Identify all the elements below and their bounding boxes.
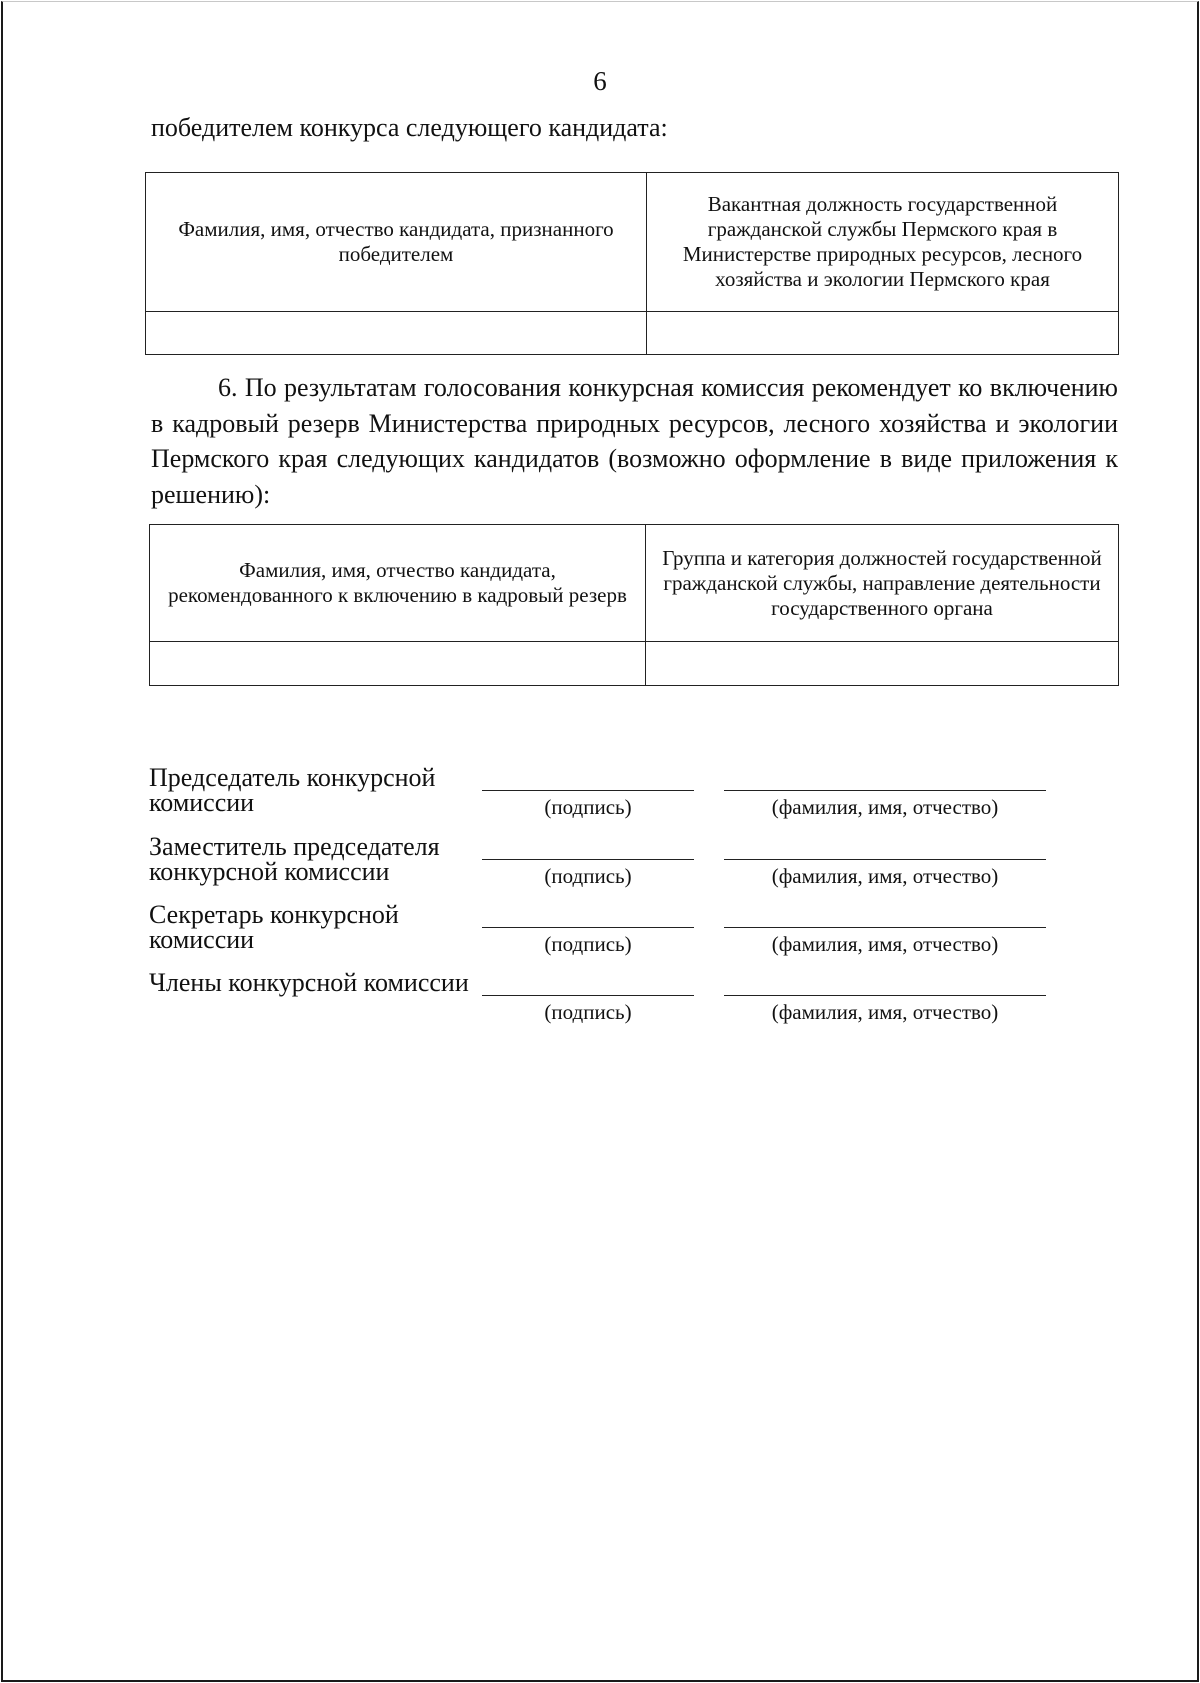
signature-row-members	[149, 970, 1049, 1032]
table-row	[146, 312, 1119, 355]
name-caption: (фамилия, имя, отчество)	[771, 932, 999, 956]
signature-role: Секретарь конкурсной комиссии	[149, 900, 399, 954]
signature-caption: (подпись)	[544, 795, 632, 819]
intro-text: победителем конкурса следующего кандидата:	[151, 113, 668, 142]
signature-role: Члены конкурсной комиссии	[149, 968, 469, 997]
vacant-position-header: Вакантная должность государственной гражданской службы Пермского края в Министерстве природных ресурсов, лесного хозяйства и экологии Пермского края	[647, 173, 1119, 312]
table-header-row	[150, 525, 1119, 642]
signature-role: Председатель конкурсной комиссии	[149, 763, 436, 817]
vacant-position-cell[interactable]	[647, 312, 1119, 355]
signature-role: Заместитель председателя конкурсной комиссии	[149, 832, 440, 886]
table-header-row	[146, 173, 1119, 312]
signature-line[interactable]	[482, 859, 694, 860]
reserve-table	[149, 524, 1119, 686]
signature-row-deputy	[149, 834, 1049, 896]
signature-caption: (подпись)	[544, 932, 632, 956]
signature-row-chairman	[149, 765, 1049, 827]
page-number: 6	[593, 66, 607, 96]
signature-line[interactable]	[482, 927, 694, 928]
position-group-header: Группа и категория должностей государственной гражданской службы, направление деятельности государственного органа	[646, 525, 1119, 642]
signature-line[interactable]	[482, 790, 694, 791]
winner-table	[145, 172, 1119, 355]
position-group-cell[interactable]	[646, 642, 1119, 686]
name-caption: (фамилия, имя, отчество)	[771, 1000, 999, 1024]
reserve-candidate-header: Фамилия, имя, отчество кандидата, рекомендованного к включению в кадровый резерв	[150, 525, 646, 642]
paragraph-6: 6. По результатам голосования конкурсная комиссия рекомендует ко включению в кадровый резерв Министерства природных ресурсов, лесного хозяйства и экологии Пермского края следующих кандидатов (возможно оформление в виде приложения к решению):	[151, 373, 1118, 509]
signature-caption: (подпись)	[544, 1000, 632, 1024]
name-line[interactable]	[724, 995, 1046, 996]
signature-line[interactable]	[482, 995, 694, 996]
signature-row-secretary	[149, 902, 1049, 964]
name-line[interactable]	[724, 790, 1046, 791]
name-caption: (фамилия, имя, отчество)	[771, 795, 999, 819]
winner-name-cell[interactable]	[146, 312, 647, 355]
reserve-candidate-cell[interactable]	[150, 642, 646, 686]
table-row	[150, 642, 1119, 686]
name-line[interactable]	[724, 927, 1046, 928]
signature-caption: (подпись)	[544, 864, 632, 888]
winner-name-header: Фамилия, имя, отчество кандидата, признанного победителем	[146, 173, 647, 312]
name-line[interactable]	[724, 859, 1046, 860]
name-caption: (фамилия, имя, отчество)	[771, 864, 999, 888]
